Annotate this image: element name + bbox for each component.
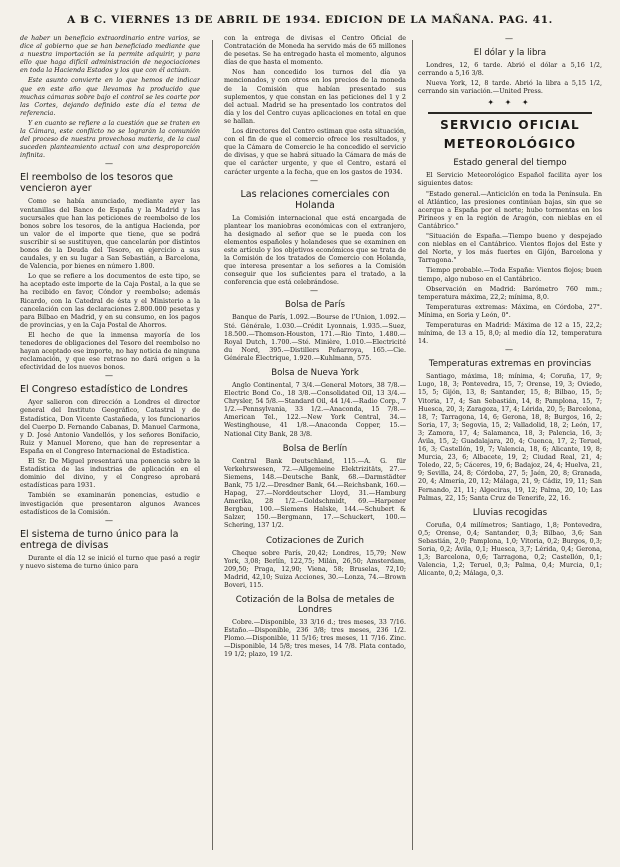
article-paragraph: Este asunto convierte en lo que hemos de indicar que en este año que llevamos ha producido que muchas cámaras sobre bajo el control se les coarte por las Cortes, dejando definido este día el tema de referencia. bbox=[20, 76, 200, 117]
article-headline: Las relaciones comerciales con Holanda bbox=[240, 188, 390, 211]
article-paragraph: Nos han concedido los turnos del día ya mencionados, y con otros en los precios de la moneda de la Comisión que habían presentado sus suplementos, y que constan en las peticiones del 1 y 2 del actual. Madrid se ha presentado los contratos del día y los del Centro cuyas aplicaciones en total en que se hallan. bbox=[224, 68, 406, 125]
article-paragraph: El hecho de que la inmensa mayoría de los tenedores de obligaciones del Tesoro del reembolso no hayan aceptado ese importe, no hay noticia de ninguna reclamación, y que ese retraso no dará origen a la efectividad de los nuevos bonos. bbox=[20, 330, 200, 372]
article-paragraph: Como se había anunciado, mediante ayer las ventanillas del Banco de España y la Madrid y las sucursales que han las peticiones de reembolso de los bonos sobre los tesoros, de la antigua Hacienda, por un valor de el importe que tiene, que se podrá suscribir si se sustituyen, que cancelarán por distintos bonos de la Deuda del Tesoro, en ejercicio a sus caudales, y en su lugar a San Sebastián, a Barcelona, de Valencia, por bienes en número 1.800. bbox=[20, 197, 200, 271]
article-paragraph: Observación en Madrid: Barómetro 760 mm.; temperatura máxima, 22,2; mínima, 8,0. bbox=[418, 284, 602, 301]
article-paragraph: Tiempo probable.—Toda España: Vientos flojos; buen tiempo, algo nuboso en el Cantábrico. bbox=[418, 266, 602, 283]
article-headline: El Congreso estadístico de Londres bbox=[20, 384, 188, 396]
quotes-text: Anglo Continental, 7 3/4.—General Motors, 38 7/8.—Electric Bond Co., 18 3/8.—Consolidated Oil, 13 3/4.—Chrysler, 54 5/8.—Standard Oil, 44 1/4.—Radio Corp., 7 1/2.—Pennsylvania, 33 1/2.—Anaconda, 15 7/8.—American Tel., 122.—New York Central, 34.—Westinghouse, 41 1/8.—Anaconda Copper, 15.—National City Bank, 28 3/8. bbox=[224, 381, 406, 438]
article-paragraph: El Servicio Meteorológico Español facilita ayer los siguientes datos: bbox=[418, 171, 602, 188]
section-headline: Cotización de la Bolsa de metales de Londres bbox=[235, 594, 395, 615]
section-headline: Bolsa de Nueva York bbox=[271, 368, 359, 378]
rainfall-text: Coruña, 0,4 milímetros; Santiago, 1,8; Pontevedra, 0,5; Orense, 0,4; Santander, 0,3; Bilbao, 3,6; San Sebastián, 2,0; Pamplona, 1,0; Vitoria, 0,2; Burgos, 0,3; Soria, 0,2; Ávila, 0,1; Huesca, 3,7; Lérida, 0,4; Gerona, 1,3; Barcelona, 0,6; Tarragona, 0,2; Castellón, 0,1; Valencia, 1,2; Teruel, 0,3; Palma, 0,4; Murcia, 0,1; Alicante, 0,2; Málaga, 0,3. bbox=[418, 520, 602, 578]
quotes-text: Cheque sobre París, 20,42; Londres, 15,79; New York, 3,08; Berlín, 122,75; Milán, 26,50; Amsterdam, 209,50; Praga, 12,90; Viena, 58; Bruselas, 72,10; Madrid, 42,10; Suiza Acciones, 30.—Lonza, 74.—Brown Boveri, 115. bbox=[224, 548, 406, 589]
article-paragraph: con la entrega de divisas el Centro Oficial de Contratación de Moneda ha servido más de 65 millones de pesetas. Se ha entregado hasta el momento, algunos días de que hasta el momento. bbox=[224, 34, 406, 67]
article-paragraph: de haber un beneficio extraordinario entre varios, se dice al gobierno que se han beneficiado mediante que a nuestra importación se la permite adquirir, y para ello que haga difícil administración de negociaciones en toda la Hacienda Estados y los que con él actúan. bbox=[20, 34, 200, 75]
quotes-text: Banque de París, 1.092.—Bourse de l'Union, 1.092.—Sté. Générale, 1.030.—Crédit Lyonnais, 1.935.—Suez, 18.500.—Thomson-Houston, 171.—Rio Tinto, 1.480.—Royal Dutch, 1.700.—Sté. Minière, 1.010.—Electricité du Nord, 395.—Distillers Peñarroya, 165.—Cie. Générale Électrique, 1.920.—Kuhlmann, 575. bbox=[224, 313, 406, 362]
section-headline: El dólar y la libra bbox=[473, 48, 547, 58]
column-2 bbox=[224, 34, 406, 854]
column-1 bbox=[20, 34, 200, 854]
section-headline: Temperaturas extremas en provincias bbox=[428, 359, 592, 370]
article-headline: El sistema de turno único para la entrega de divisas bbox=[20, 528, 179, 551]
article-paragraph: Nueva York, 12, 8 tarde. Abrió la libra a 5,15 1/2, cerrando sin variación.—United Press. bbox=[418, 79, 602, 96]
quotes-text: Cobre.—Disponible, 33 3/16 d.; tres meses, 33 7/16. Estaño.—Disponible, 236 3/8; tres meses, 236 1/2. Plomo.—Disponible, 11 5/16; tres meses, 11 7/16. Zinc.—Disponible, 14 5/8; tres meses, 14 7/8. Plata contado, 19 1/2; plazo, 19 1/2. bbox=[224, 617, 406, 659]
section-headline: Bolsa de Berlín bbox=[282, 443, 348, 454]
column-3 bbox=[418, 34, 602, 854]
section-headline: Estado general del tiempo bbox=[453, 158, 567, 169]
black-rule bbox=[428, 112, 592, 114]
separator: — bbox=[505, 345, 515, 355]
separator: — bbox=[105, 371, 115, 381]
separator: — bbox=[505, 34, 515, 43]
section-headline: Bolsa de París bbox=[285, 300, 345, 311]
separator: — bbox=[310, 175, 320, 185]
ornament-divider: ✦ ✦ ✦ bbox=[487, 98, 533, 108]
article-paragraph: El Sr. De Miguel presentará una ponencia sobre la Estadística de las industrias de aplicación en el dominio del divino, y el Congreso aprobará estadísticas para 1931. bbox=[20, 457, 200, 490]
article-paragraph: Londres, 12, 6 tarde. Abrió el dólar a 5,16 1/2, cerrando a 5,16 3/8. bbox=[418, 61, 602, 78]
section-title: METEOROLÓGICO bbox=[443, 137, 577, 152]
quotes-text: Central Bank Deutschland, 115.—A. G. für Verkehrswesen, 72.—Allgemeine Elektrizitäts, 27.—Siemens, 148.—Deutsche Bank, 68.—Darmstädter Bank, 75 1/2.—Dresdner Bank, 64.—Reichsbank, 160.—Hapag, 27.—Norddeutscher Lloyd, 31.—Hamburg Amerika, 28 1/2.—Goldschmidt, 69.—Harpener Bergbau, 100.—Siemens Halske, 144.—Schubert & Salzer, 150.—Bergmann, 17.—Schuckert, 100.—Schering, 137 1/2. bbox=[224, 456, 406, 530]
article-headline: El reembolso de los tesoros que vencieron ayer bbox=[20, 172, 174, 195]
temperatures-text: Santiago, máxima, 18; mínima, 4; Coruña, 17, 9; Lugo, 18, 3; Pontevedra, 15, 7; Orense, 19, 3; Oviedo, 15, 5; Gijón, 13, 8; Santander, 15, 8; Bilbao, 15, 5; Vitoria, 17, 4; San Sebastián, 14, 8; Pamplona, 15, 7; Huesca, 20, 3; Zaragoza, 17, 4; Lérida, 20, 5; Barcelona, 18, 7; Tarragona, 14, 6; Gerona, 18, 8; Burgos, 16, 2; Soria, 17, 3; Segovia, 15, 2; Valladolid, 18, 2; León, 17, 3; Zamora, 17, 4; Salamanca, 18, 3; Palencia, 16, 3; Ávila, 15, 2; Guadalajara, 20, 4; Cuenca, 17, 2; Teruel, 16, 3; Castellón, 19, 7; Valencia, 18, 6; Alicante, 19, 8; Murcia, 23, 6; Albacete, 19, 2; Ciudad Real, 21, 4; Toledo, 22, 5; Cáceres, 19, 6; Badajoz, 24, 4; Huelva, 21, 9; Sevilla, 24, 8; Córdoba, 27, 5; Jaén, 20, 8; Granada, 20, 4; Almería, 20, 12; Málaga, 21, 9; Cádiz, 19, 11; San Fernando, 21, 11; Algeciras, 19, 12; Palma, 20, 10; Las Palmas, 22, 15; Santa Cruz de Tenerife, 22, 16. bbox=[418, 372, 602, 502]
column-rule bbox=[212, 40, 213, 850]
article-paragraph: Y en cuanto se refiere a la cuestión que se traten en la Cámara, este conflicto no se lograrán la comunión del proceso de nuestra provechosa materia, de la cual suceden planteamiento actual con una desproporción infinita. bbox=[20, 118, 200, 160]
column-rule bbox=[412, 40, 413, 850]
article-paragraph: Durante el día 12 se inició el turno que pasó a regir y nuevo sistema de turno único para bbox=[20, 553, 200, 570]
page-masthead: A B C. VIERNES 13 DE ABRIL DE 1934. EDICION DE LA MAÑANA. PAG. 41. bbox=[67, 14, 553, 26]
article-paragraph: "Estado general.—Anticiclón en toda la Península. En el Atlántico, las presiones continúan bajas, sin que se acerque a España por el norte; hubo tormentas en los Pirineos y en la región de Aragón, con nieblas en el Cantábrico." bbox=[418, 189, 602, 230]
article-paragraph: Temperaturas en Madrid: Máxima de 12 a 15, 22,2; mínima, de 13 a 15, 8,0; al medio día 12, temperatura 14. bbox=[418, 320, 602, 346]
separator: — bbox=[105, 159, 115, 169]
article-paragraph: Ayer salieron con dirección a Londres el director general del Instituto Geográfico, Catastral y de Estadística, Don Vicente Castañeda, y los funcionarios del Cuerpo D. Fernando Cabanas, D. Manuel Carmona, y D. José Antonio Vandellós, y los señores Bonifacio, Ruiz y Manuel Moreno, que han de representar a España en el Congreso Internacional de Estadística. bbox=[20, 398, 200, 455]
section-headline: Cotizaciones de Zurich bbox=[265, 535, 364, 546]
separator: — bbox=[105, 515, 115, 525]
article-paragraph: Lo que se refiere a los documentos de este tipo, se ha aceptado este importe de la Caja Postal, a la que se ha recibido en favor, Cóndor y reembolso; además Ricardo, con la Catedral de ésta y el Ministerio a la cancelación con las declaraciones 2.800.000 pesetas y para Bilbao en Madrid, y en su consumo, en los pagos de provincias, y en la Caja Postal de Ahorros. bbox=[20, 272, 200, 329]
article-paragraph: "Situación de España.—Tiempo bueno y despejado con nieblas en el Cantábrico. Vientos flojos del Este y del Norte, y los más fuertes en Gijón, Barcelona y Tarragona." bbox=[418, 232, 602, 265]
section-headline: Lluvias recogidas bbox=[472, 507, 548, 518]
article-paragraph: Los directores del Centro estiman que esta situación, con el fin de que el comercio ofrece los resultados, y que la Cámara de Comercio le ha concedido el servicio de divisas, y que se habrá situado la Cámara de más de que el carácter urgente, y que el Centro, estará el carácter urgente a la fecha, que en los gastos de 1934. bbox=[224, 127, 406, 176]
section-title: SERVICIO OFICIAL bbox=[440, 118, 580, 133]
article-paragraph: La Comisión internacional que está encargada de plantear los maniobras económicas con el extranjero, ha designado al señor que se le pueda con los elementos españoles y holandeses que se examinen en este artículo y los objetivos económicos que se trata de la Comisión de los tratados de Comercio con Holanda, que interesa presentar a los señores a la Comisión conseguir que los suficientes para el tratado, a la conferencia que está celebrándose. bbox=[224, 213, 406, 287]
columns bbox=[14, 34, 606, 854]
article-paragraph: También se examinarán ponencias, estudio e investigación que presentaron algunos Avances estadísticos de la Comisión. bbox=[20, 491, 200, 516]
separator: — bbox=[310, 286, 320, 296]
article-paragraph: Temperaturas extremas: Máxima, en Córdoba, 27°. Mínima, en Soria y León, 0°. bbox=[418, 302, 602, 319]
